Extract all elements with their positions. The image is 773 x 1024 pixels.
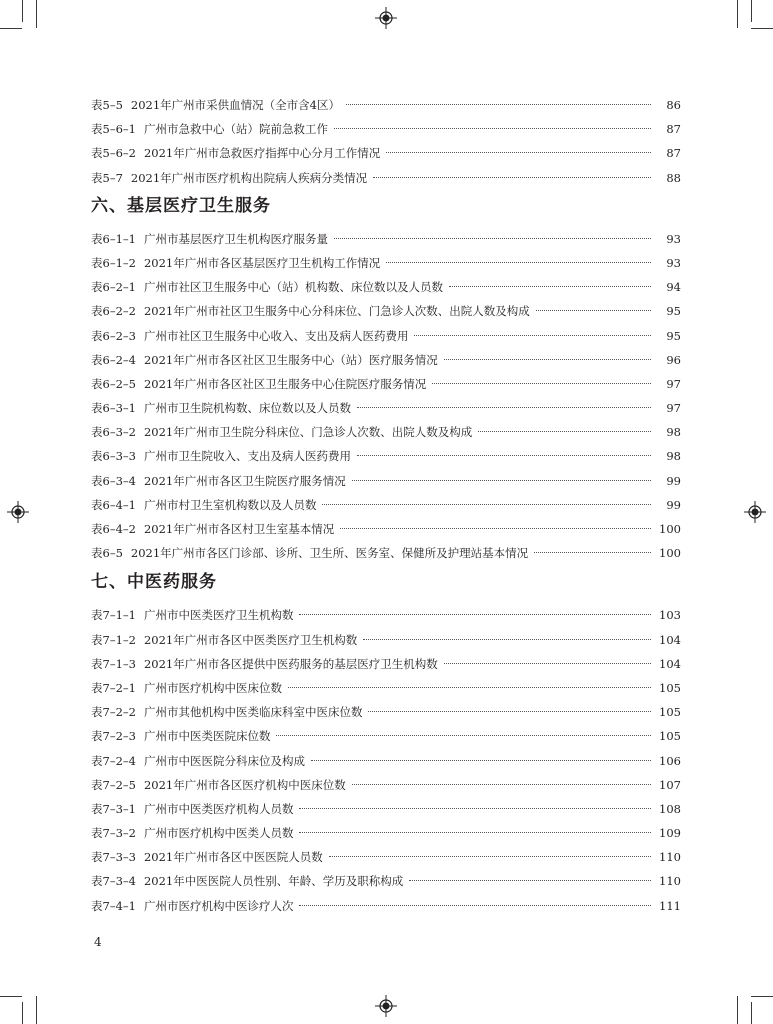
table-number: 表6–1–2 [91, 255, 136, 270]
toc-entry[interactable] [91, 396, 681, 420]
table-title: 2021年广州市各区医疗机构中医床位数 [143, 777, 346, 792]
toc-entry[interactable] [91, 676, 681, 700]
page-ref: 107 [659, 777, 681, 792]
dot-leader [449, 286, 651, 287]
dot-leader [299, 832, 651, 833]
table-title: 2021年广州市卫生院分科床位、门急诊人次数、出院人数及构成 [143, 425, 473, 440]
table-title: 广州市中医类医院床位数 [143, 729, 271, 744]
table-title: 2021年广州市各区提供中医药服务的基层医疗卫生机构数 [143, 656, 438, 671]
table-number: 表5–7 [91, 170, 123, 185]
dot-leader [432, 383, 651, 384]
page-ref: 96 [666, 352, 681, 367]
table-title: 广州市医疗机构中医类人员数 [143, 826, 294, 841]
page-ref: 99 [666, 473, 681, 488]
page-ref: 98 [666, 425, 681, 440]
table-number: 表6–4–2 [91, 522, 136, 536]
page-ref: 86 [666, 98, 681, 112]
toc-entry[interactable] [91, 444, 681, 468]
toc-entry[interactable] [91, 603, 681, 627]
dot-leader [340, 528, 651, 529]
table-number: 表7–3–2 [91, 826, 136, 841]
table-title: 广州市其他机构中医类临床科室中医床位数 [143, 705, 363, 720]
toc-entry[interactable] [91, 420, 681, 444]
table-title: 2021年广州市各区社区卫生服务中心（站）医疗服务情况 [143, 352, 438, 367]
table-title: 2021年广州市各区基层医疗卫生机构工作情况 [143, 255, 381, 270]
toc-entry[interactable] [91, 166, 681, 190]
page-ref: 87 [666, 122, 681, 137]
crop-mark [36, 0, 37, 28]
table-title: 广州市医疗机构中医诊疗人次 [143, 898, 294, 913]
toc-entry[interactable] [91, 93, 681, 117]
toc-entry[interactable] [91, 299, 681, 323]
toc-entry[interactable] [91, 324, 681, 348]
table-title: 广州市中医医院分科床位及构成 [143, 753, 305, 768]
dot-leader [288, 687, 651, 688]
dot-leader [352, 784, 651, 785]
crop-mark [737, 0, 738, 28]
table-number: 表7–1–3 [91, 656, 136, 671]
crop-mark [0, 28, 22, 29]
table-number: 表7–2–1 [91, 680, 136, 695]
table-title: 2021年广州市各区村卫生室基本情况 [143, 522, 335, 536]
toc-entry[interactable] [91, 348, 681, 372]
table-number: 表7–3–3 [91, 850, 136, 865]
table-number: 表6–3–3 [91, 449, 136, 464]
toc-entry[interactable] [91, 628, 681, 652]
table-title: 广州市社区卫生服务中心收入、支出及病人医药费用 [143, 328, 409, 343]
toc-entry[interactable] [91, 372, 681, 396]
page-ref: 105 [659, 705, 681, 720]
table-title: 2021年中医医院人员性别、年龄、学历及职称构成 [143, 874, 404, 889]
dot-leader [329, 856, 651, 857]
table-title: 2021年广州市各区门诊部、诊所、卫生所、医务室、保健所及护理站基本情况 [130, 546, 529, 561]
page-ref: 100 [659, 546, 681, 561]
dot-leader [299, 614, 651, 615]
table-number: 表6–3–1 [91, 401, 136, 416]
table-number: 表5–5 [91, 98, 123, 112]
table-title: 广州市卫生院机构数、床位数以及人员数 [143, 401, 351, 416]
page-ref: 110 [659, 874, 681, 889]
registration-mark-icon [375, 7, 397, 29]
toc-entry[interactable] [91, 797, 681, 821]
toc-entry[interactable] [91, 700, 681, 724]
table-number: 表6–2–2 [91, 304, 136, 319]
table-title: 2021年广州市社区卫生服务中心分科床位、门急诊人次数、出院人数及构成 [143, 304, 530, 319]
toc-entry[interactable] [91, 652, 681, 676]
table-title: 2021年广州市各区中医类医疗卫生机构数 [143, 632, 358, 647]
table-number: 表7–2–3 [91, 729, 136, 744]
table-title: 广州市中医类医疗卫生机构数 [143, 608, 294, 623]
table-title: 广州市社区卫生服务中心（站）机构数、床位数以及人员数 [143, 280, 443, 295]
table-number: 表6–2–4 [91, 352, 136, 367]
dot-leader [409, 880, 651, 881]
crop-mark [22, 1002, 23, 1024]
toc-entry[interactable] [91, 821, 681, 845]
dot-leader [414, 335, 651, 336]
toc-entry[interactable] [91, 724, 681, 748]
toc-entry[interactable] [91, 894, 681, 918]
page-ref: 100 [659, 522, 681, 536]
dot-leader [322, 504, 651, 505]
page-ref: 94 [666, 280, 681, 295]
dot-leader [373, 177, 651, 178]
toc-entry[interactable] [91, 749, 681, 773]
table-number: 表6–3–4 [91, 473, 136, 488]
dot-leader [346, 104, 651, 105]
table-number: 表6–2–1 [91, 280, 136, 295]
table-title: 2021年广州市各区卫生院医疗服务情况 [143, 473, 346, 488]
toc-section [91, 193, 681, 566]
page-ref: 97 [666, 376, 681, 391]
toc-entry[interactable] [91, 469, 681, 493]
page-ref: 97 [666, 401, 681, 416]
table-number: 表5–6–1 [91, 122, 136, 137]
page-ref: 111 [659, 898, 681, 913]
dot-leader [536, 310, 651, 311]
page-ref: 98 [666, 449, 681, 464]
toc-entry[interactable] [91, 251, 681, 275]
toc-entry[interactable] [91, 141, 681, 165]
table-number: 表6–1–1 [91, 231, 136, 246]
registration-mark-icon [7, 501, 29, 523]
crop-mark [36, 996, 37, 1024]
dot-leader [299, 808, 651, 809]
page-ref: 93 [666, 231, 681, 246]
table-of-contents [91, 93, 681, 918]
page-ref: 87 [666, 146, 681, 161]
dot-leader [276, 735, 651, 736]
dot-leader [299, 905, 651, 906]
table-number: 表7–1–1 [91, 608, 136, 623]
table-title: 广州市医疗机构中医床位数 [143, 680, 282, 695]
section-heading: 七、中医药服务 [91, 572, 217, 593]
table-title: 广州市基层医疗卫生机构医疗服务量 [143, 231, 328, 246]
table-title: 2021年广州市各区中医医院人员数 [143, 850, 323, 865]
table-title: 广州市急救中心（站）院前急救工作 [143, 122, 328, 137]
dot-leader [386, 152, 651, 153]
table-title: 2021年广州市急救医疗指挥中心分月工作情况 [143, 146, 381, 161]
page-ref: 103 [659, 608, 681, 623]
toc-section [91, 569, 681, 917]
table-title: 2021年广州市医疗机构出院病人疾病分类情况 [130, 170, 368, 185]
toc-entry[interactable] [91, 227, 681, 251]
table-number: 表7–2–2 [91, 705, 136, 720]
page-ref: 108 [659, 801, 681, 816]
table-number: 表7–2–4 [91, 753, 136, 768]
page-ref: 106 [659, 753, 681, 768]
table-number: 表7–1–2 [91, 632, 136, 647]
page-ref: 104 [659, 656, 681, 671]
table-number: 表6–4–1 [91, 497, 136, 512]
crop-mark [751, 0, 752, 22]
table-number: 表7–3–1 [91, 801, 136, 816]
dot-leader [444, 359, 651, 360]
crop-mark [22, 0, 23, 22]
page-ref: 95 [666, 328, 681, 343]
dot-leader [386, 262, 651, 263]
table-number: 表6–3–2 [91, 425, 136, 440]
toc-entry[interactable] [91, 869, 681, 893]
toc-entry[interactable] [91, 845, 681, 869]
crop-mark [751, 1002, 752, 1024]
crop-mark [0, 996, 22, 997]
table-number: 表6–5 [91, 546, 123, 561]
dot-leader [363, 639, 651, 640]
dot-leader [534, 552, 651, 553]
section-heading: 六、基层医疗卫生服务 [91, 195, 271, 216]
table-title: 广州市卫生院收入、支出及病人医药费用 [143, 449, 351, 464]
dot-leader [334, 238, 651, 239]
toc-entry[interactable] [91, 117, 681, 141]
page-number: 4 [94, 935, 102, 949]
page-ref: 93 [666, 255, 681, 270]
page-ref: 104 [659, 632, 681, 647]
dot-leader [334, 128, 651, 129]
page-ref: 99 [666, 497, 681, 512]
page-ref: 105 [659, 729, 681, 744]
table-number: 表5–6–2 [91, 146, 136, 161]
page-ref: 88 [666, 170, 681, 185]
dot-leader [368, 711, 651, 712]
table-number: 表6–2–3 [91, 328, 136, 343]
dot-leader [357, 455, 651, 456]
registration-mark-icon [375, 995, 397, 1017]
table-title: 广州市村卫生室机构数以及人员数 [143, 497, 317, 512]
table-number: 表6–2–5 [91, 376, 136, 391]
toc-entry[interactable] [91, 773, 681, 797]
page-ref: 95 [666, 304, 681, 319]
table-number: 表7–3–4 [91, 874, 136, 889]
dot-leader [311, 760, 651, 761]
dot-leader [478, 431, 651, 432]
table-number: 表7–2–5 [91, 777, 136, 792]
toc-entry[interactable] [91, 275, 681, 299]
table-title: 2021年广州市各区社区卫生服务中心住院医疗服务情况 [143, 376, 427, 391]
crop-mark [751, 28, 773, 29]
table-title: 2021年广州市采供血情况（全市含4区） [130, 98, 340, 112]
dot-leader [357, 407, 651, 408]
registration-mark-icon [744, 501, 766, 523]
page-ref: 109 [659, 826, 681, 841]
dot-leader [444, 663, 651, 664]
page-ref: 105 [659, 680, 681, 695]
toc-entry[interactable] [91, 493, 681, 517]
crop-mark [737, 996, 738, 1024]
table-title: 广州市中医类医疗机构人员数 [143, 801, 294, 816]
toc-entry[interactable] [91, 541, 681, 565]
crop-mark [751, 996, 773, 997]
dot-leader [352, 480, 651, 481]
toc-section [91, 93, 681, 190]
page-ref: 110 [659, 850, 681, 865]
table-number: 表7–4–1 [91, 898, 136, 913]
toc-entry[interactable] [91, 517, 681, 541]
